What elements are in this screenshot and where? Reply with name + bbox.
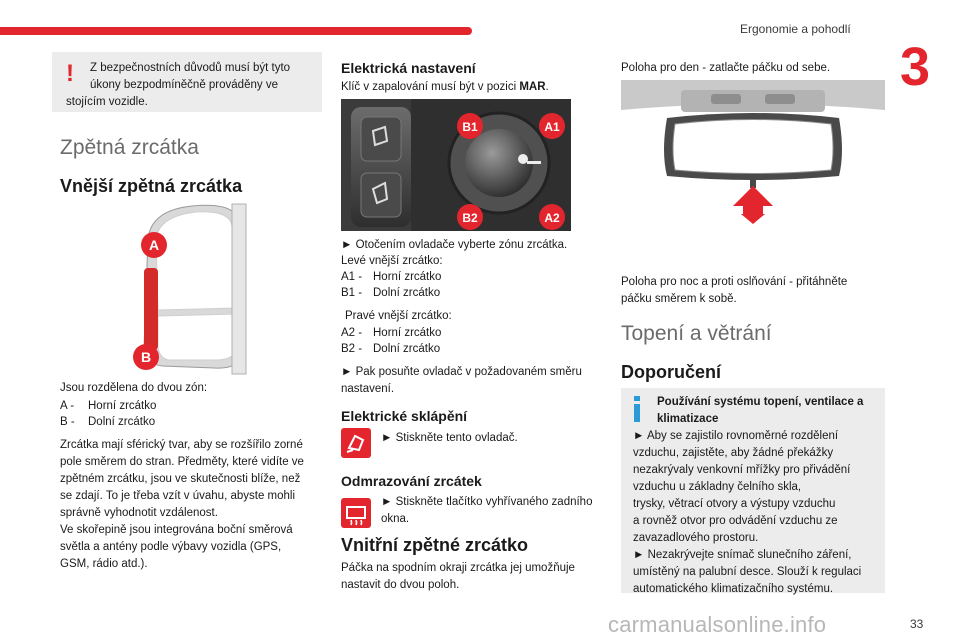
info-line: zavazadlového prostoru. [633, 532, 759, 544]
subheading-exterior-mirrors: Vnější zpětná zrcátka [60, 176, 243, 196]
defrost-line: ► Stiskněte tlačítko vyhřívaného zadního [381, 496, 593, 508]
mirror-key: A1 - [341, 271, 363, 283]
warning-line: stojícím vozidle. [66, 96, 148, 108]
body-line: světla a antény podle výbavy vozidla (GPS, [60, 541, 282, 553]
mirror-key: B2 - [341, 343, 363, 355]
warning-line: Z bezpečnostních důvodů musí být tyto [90, 62, 291, 74]
page-number: 33 [910, 617, 924, 631]
mirror-description [60, 437, 330, 573]
interior-text [341, 560, 575, 594]
warning-box [52, 52, 322, 112]
zone-row-a [60, 398, 156, 414]
ignition-suffix: . [545, 81, 549, 93]
watermark: carmanualsonline.info [608, 612, 827, 637]
zone-value: Dolní zrcátko [88, 416, 156, 428]
mirror-value: Horní zrcátko [373, 327, 442, 339]
mirror-value: Dolní zrcátko [373, 287, 441, 299]
heading-defrost: Odmrazování zrcátek [341, 473, 482, 489]
label-b-marker [132, 343, 160, 371]
body-line: GSM, rádio atd.). [60, 558, 148, 570]
info-line: trysky, větrací otvory a výstupy vzduchu [633, 498, 836, 510]
section-header-title: Ergonomie a pohodlí [740, 22, 851, 36]
step1 [341, 237, 567, 269]
right-mirror-row-a2 [341, 325, 441, 341]
body-line: Ve skořepině jsou integrována boční směrová [60, 524, 293, 536]
night-line: páčku směrem k sobě. [621, 293, 737, 305]
mirror-value: Horní zrcátko [373, 271, 442, 283]
warning-icon: ! [66, 60, 74, 87]
label-a-marker [140, 231, 168, 259]
zone-value: Horní zrcátko [88, 400, 157, 412]
label-b: B [140, 349, 152, 365]
control-label-a1 [538, 112, 566, 140]
zone-row-b [60, 414, 155, 430]
section-heading-mirrors: Zpětná zrcátka [60, 136, 199, 159]
info-line: nezakrývaly venkovní mřížky pro přivádění [633, 464, 851, 476]
info-title-line: Používání systému topení, ventilace a [657, 396, 864, 408]
info-line: ► Aby se zajistilo rovnoměrné rozdělení [633, 430, 839, 442]
defrost-line: okna. [381, 513, 410, 525]
control-label-b1 [456, 112, 484, 140]
step2-line: nastavení. [341, 383, 395, 395]
mirror-key: B1 - [341, 287, 363, 299]
left-mirror-row-a1 [341, 269, 441, 285]
fold-mirror-icon [341, 428, 371, 458]
label-a: A [148, 237, 160, 253]
section-heading-heating: Topení a větrání [621, 322, 772, 345]
step2-line: ► Pak posuňte ovladač v požadovaném směru [341, 366, 582, 378]
info-title-line: klimatizace [657, 413, 719, 425]
zones-intro: Jsou rozdělena do dvou zón: [60, 382, 208, 394]
step1-line: Levé vnější zrcátko: [341, 255, 443, 267]
ignition-text [341, 79, 549, 96]
warning-text [90, 60, 312, 94]
label-b2: B2 [462, 211, 478, 225]
info-line: vzduchu u základny čelního skla, [633, 481, 802, 493]
control-label-a2 [538, 203, 566, 231]
label-b1: B1 [462, 120, 478, 134]
step2 [341, 364, 582, 398]
info-line: vzduchu, zajistěte, aby žádné překážky [633, 447, 834, 459]
rear-defrost-icon [341, 498, 371, 528]
subheading-recommendations: Doporučení [621, 362, 722, 382]
fold-text: ► Stiskněte tento ovladač. [381, 432, 518, 444]
body-line: pole směrem do stran. Předměty, které vidíte ve [60, 456, 304, 468]
heading-electric-settings: Elektrická nastavení [341, 60, 476, 76]
night-line: Poloha pro noc a proti oslňování - přitáhněte [621, 276, 848, 288]
body-line: Zrcátka mají sférický tvar, aby se rozšířilo zorné [60, 439, 303, 451]
info-line: a rovněž otvor pro odvádění vzduchu ze [633, 515, 838, 527]
info-line: automatického klimatizačního systému. [633, 583, 834, 595]
step1-line: ► Otočením ovladače vyberte zónu zrcátka. [341, 239, 568, 251]
zone-key: A - [60, 400, 75, 412]
interior-line: nastavit do dvou poloh. [341, 579, 460, 591]
body-line: se zdají. To je třeba vzít v úvahu, abyste mohli [60, 490, 296, 502]
warning-line: úkony bezpodmíněčně prováděny ve [90, 79, 278, 91]
mirror-key: A2 - [341, 327, 363, 339]
defrost-text [381, 494, 592, 528]
right-mirror-title: Pravé vnější zrcátko: [345, 310, 452, 322]
red-header-bar [0, 27, 472, 35]
label-a1: A1 [544, 120, 560, 134]
ignition-position: MAR [519, 81, 546, 93]
ignition-prefix: Klíč v zapalování musí být v pozici [341, 81, 520, 93]
heading-interior-mirror: Vnitřní zpětné zrcátko [341, 535, 529, 555]
body-line: správně vyhodnotit vzdálenost. [60, 507, 218, 519]
heading-electric-folding: Elektrické sklápění [341, 408, 468, 424]
night-position-text [621, 274, 847, 308]
right-mirror-row-b2 [341, 341, 440, 357]
info-line: umístěný na palubní desce. Slouží k regulaci [633, 566, 862, 578]
left-mirror-row-b1 [341, 285, 440, 301]
zone-key: B - [60, 416, 75, 428]
body-line: zpětném zrcátku, jsou ve skutečnosti blíže, než [60, 473, 301, 485]
chapter-number: 3 [900, 37, 931, 97]
label-a2: A2 [544, 211, 560, 225]
mirror-value: Dolní zrcátko [373, 343, 441, 355]
info-text [633, 394, 881, 598]
interior-mirror-illustration [621, 80, 885, 230]
control-label-b2 [456, 203, 484, 231]
info-line: ► Nezakrývejte snímač slunečního záření, [633, 549, 852, 561]
info-box [621, 388, 885, 593]
day-position-text: Poloha pro den - zatlačte páčku od sebe. [621, 62, 831, 74]
interior-line: Páčka na spodním okraji zrcátka jej umožňuje [341, 562, 575, 574]
